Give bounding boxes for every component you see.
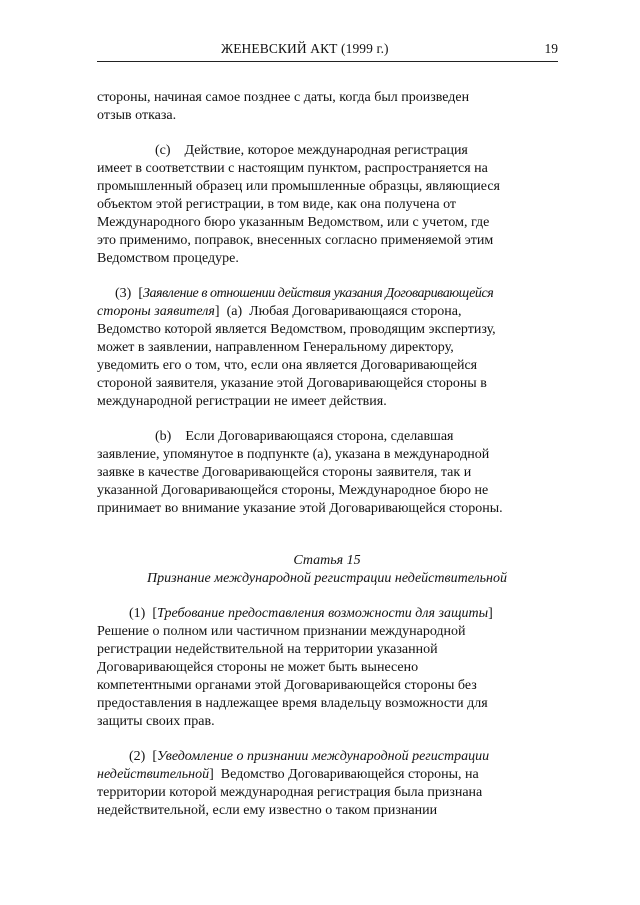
- paragraph-heading: Заявление в отношении действия указания Договаривающейся: [143, 286, 494, 301]
- text-line: защиты своих прав.: [97, 714, 215, 729]
- article-number: Статья 15: [293, 553, 361, 568]
- text-line: компетентными органами этой Договаривающейся стороны без: [97, 678, 477, 693]
- paragraph-number: (2): [129, 749, 146, 764]
- bracket-close: ]: [488, 606, 493, 621]
- bracket-open: [: [138, 286, 143, 301]
- text-line: Решение о полном или частичном признании международной: [97, 624, 466, 639]
- paragraph-heading: Уведомление о признании международной регистрации: [157, 749, 490, 764]
- text-line: Действие, которое международная регистрация: [184, 143, 468, 158]
- text-line: Если Договаривающаяся сторона, сделавшая: [185, 429, 454, 444]
- text-line: указанной Договаривающейся стороны, Международное бюро не: [97, 483, 489, 498]
- paragraph-continuation: [97, 89, 557, 125]
- text-line: промышленный образец или промышленные образцы, являющиеся: [97, 179, 500, 194]
- document-body: [97, 89, 557, 820]
- page-number: 19: [544, 41, 558, 56]
- paragraph-heading-cont: стороны заявителя: [97, 304, 215, 319]
- paragraph-heading: Требование предоставления возможности для защиты: [157, 606, 489, 621]
- text-line: заявление, упомянутое в подпункте (a), указана в международной: [97, 447, 490, 462]
- paragraph-number: (3): [115, 286, 132, 301]
- article-title: Признание международной регистрации недействительной: [147, 571, 507, 586]
- text-line: Международного бюро указанным Ведомством, или с учетом, где: [97, 215, 490, 230]
- header-title: ЖЕНЕВСКИЙ АКТ (1999 г.): [221, 41, 389, 56]
- paragraph-2: [97, 748, 557, 820]
- paragraph-number: (1): [129, 606, 146, 621]
- paragraph-heading-cont: недействительной: [97, 767, 210, 782]
- article-heading: [97, 552, 557, 588]
- paragraph-b: [97, 428, 557, 518]
- text-line: Ведомством процедуре.: [97, 251, 239, 266]
- paragraph-3: [97, 285, 557, 411]
- text-line: стороной заявителя, указание этой Договаривающейся стороны в: [97, 376, 487, 391]
- text-line: отзыв отказа.: [97, 108, 177, 123]
- text-line: это применимо, поправок, внесенных согласно применяемой этим: [97, 233, 494, 248]
- text-line: Ведомство которой является Ведомством, проводящим экспертизу,: [97, 322, 496, 337]
- text-line: Любая Договаривающаяся сторона,: [249, 304, 462, 319]
- bracket-open: [: [152, 606, 157, 621]
- text-line: стороны, начиная самое позднее с даты, когда был произведен: [97, 90, 470, 105]
- subparagraph-label: (a): [226, 304, 243, 319]
- text-line: уведомить его о том, что, если она является Договаривающейся: [97, 358, 478, 373]
- text-line: заявке в качестве Договаривающейся стороны заявителя, так и: [97, 465, 472, 480]
- subparagraph-label: (c): [155, 143, 171, 158]
- bracket-open: [: [152, 749, 157, 764]
- text-line: предоставления в надлежащее время владельцу возможности для: [97, 696, 488, 711]
- running-header: [97, 41, 558, 62]
- text-line: принимает во внимание указание этой Договаривающейся стороны.: [97, 501, 503, 516]
- paragraph-c: [97, 142, 557, 268]
- bracket-close: ]: [209, 767, 214, 782]
- text-line: территории которой международная регистрация была признана: [97, 785, 483, 800]
- text-line: может в заявлении, направленном Генеральному директору,: [97, 340, 454, 355]
- text-line: объектом этой регистрации, в том виде, как она получена от: [97, 197, 457, 212]
- subparagraph-label: (b): [155, 429, 172, 444]
- bracket-close: ]: [214, 304, 220, 319]
- text-line: имеет в соответствии с настоящим пунктом, распространяется на: [97, 161, 488, 176]
- text-line: недействительной, если ему известно о таком признании: [97, 803, 438, 818]
- text-line: Ведомство Договаривающейся стороны, на: [220, 767, 479, 782]
- paragraph-1: [97, 605, 557, 731]
- text-line: регистрации недействительной на территории указанной: [97, 642, 438, 657]
- text-line: Договаривающейся стороны не может быть вынесено: [97, 660, 419, 675]
- text-line: международной регистрации не имеет действия.: [97, 394, 387, 409]
